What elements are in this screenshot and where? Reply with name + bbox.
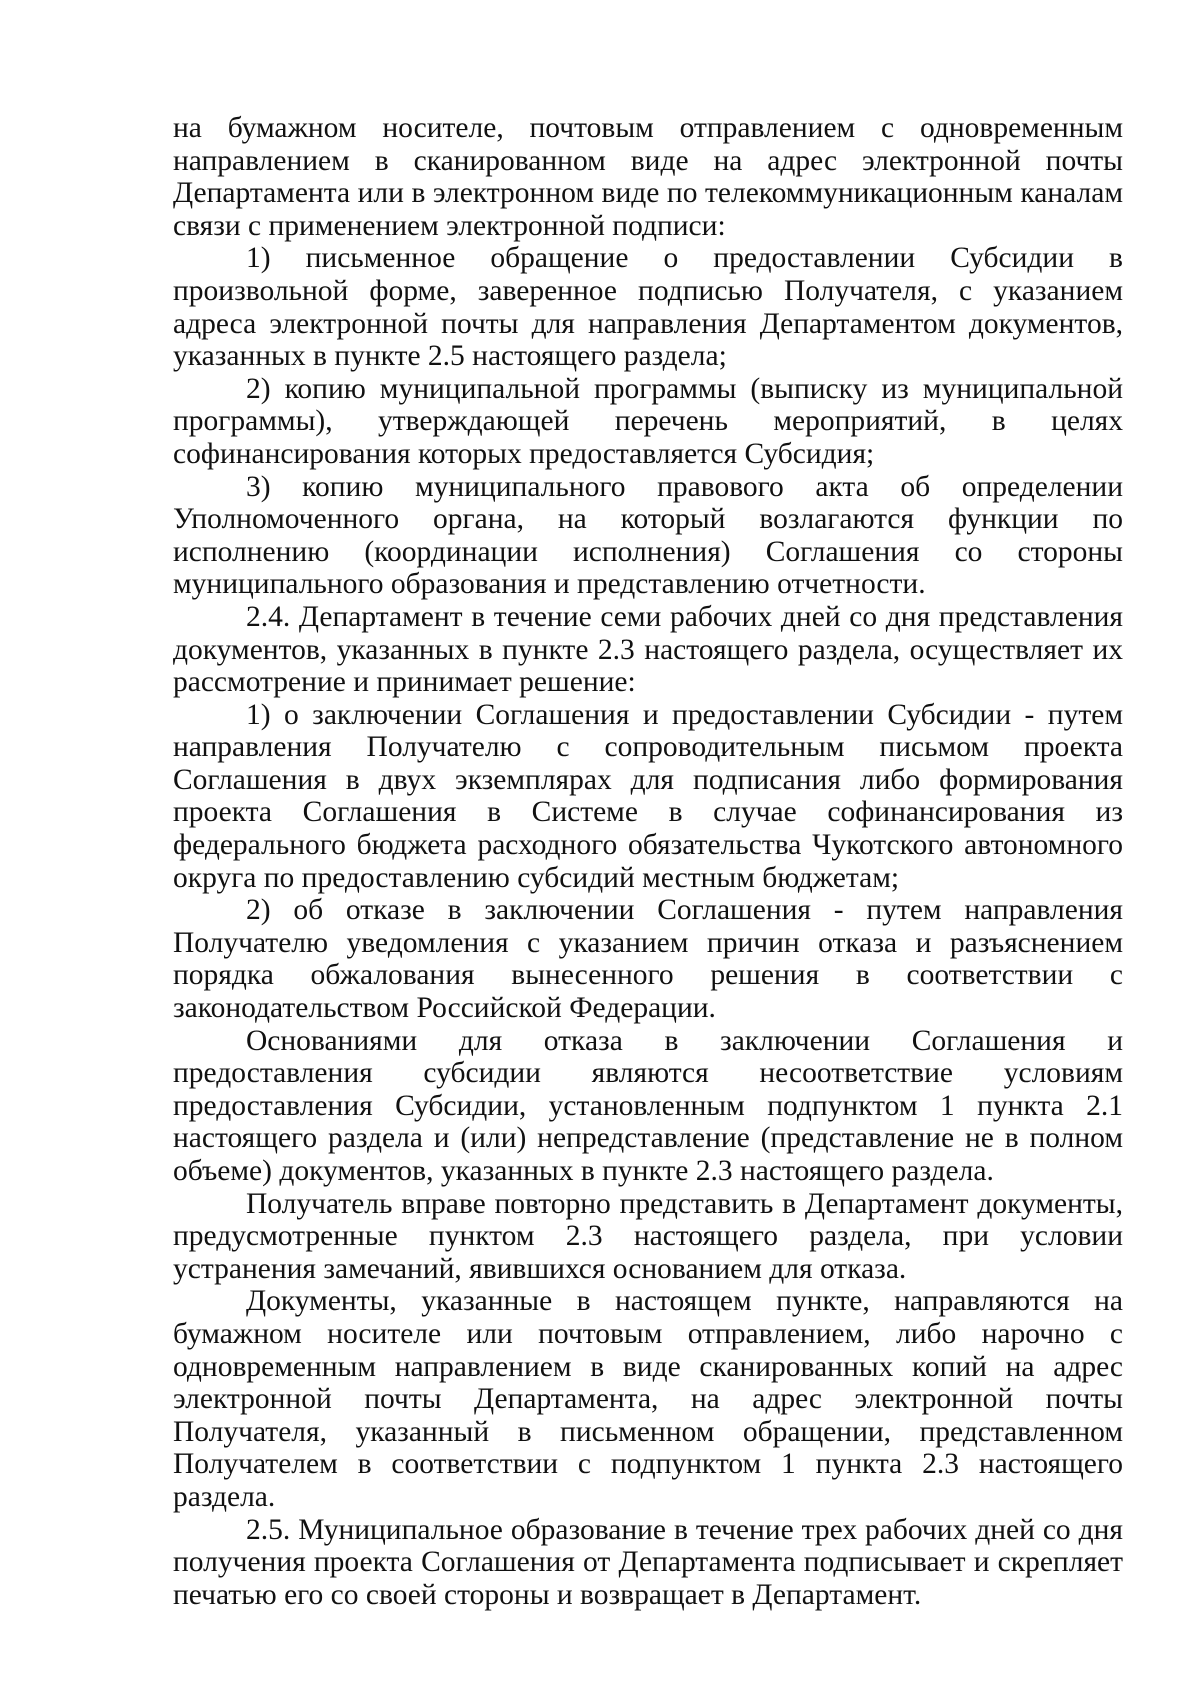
paragraph-documents-delivery: Документы, указанные в настоящем пункте, направляются на бумажном носителе или почтовым отправлением, либо нарочно с одновременным направлением в виде сканированных копий на адрес электронной почты Департамента, на адрес электронной почты Получателя, указанный в письменном обращении, представленном Получателем в соответствии с подпунктом 1 пункта 2.3 настоящего раздела. <box>173 1285 1123 1513</box>
paragraph-item-3-legal-act-copy: 3) копию муниципального правового акта об определении Уполномоченного органа, на который возлагаются функции по исполнению (координации исполнения) Соглашения со стороны муниципального образования и представлению отчетности. <box>173 470 1123 601</box>
paragraph-resubmission: Получатель вправе повторно представить в Департамент документы, предусмотренные пунктом 2.3 настоящего раздела, при условии устранения замечаний, явившихся основанием для отказа. <box>173 1187 1123 1285</box>
paragraph-submission-methods: на бумажном носителе, почтовым отправлением с одновременным направлением в сканированном виде на адрес электронной почты Департамента или в электронном виде по телекоммуникационным каналам связи с применением электронной подписи: <box>173 112 1123 242</box>
paragraph-clause-2-4: 2.4. Департамент в течение семи рабочих дней со дня представления документов, указанных в пункте 2.3 настоящего раздела, осуществляет их рассмотрение и принимает решение: <box>173 600 1123 699</box>
document-page <box>173 112 1123 1611</box>
paragraph-decision-1-conclusion: 1) о заключении Соглашения и предоставлении Субсидии - путем направления Получателю с сопроводительным письмом проекта Соглашения в двух экземплярах для подписания либо формирования проекта Соглашения в Системе в случае софинансирования из федерального бюджета расходного обязательства Чукотского автономного округа по предоставлению субсидий местным бюджетам; <box>173 698 1123 894</box>
paragraph-item-1-written-request: 1) письменное обращение о предоставлении Субсидии в произвольной форме, заверенное подписью Получателя, с указанием адреса электронной почты для направления Департаментом документов, указанных в пункте 2.5 настоящего раздела; <box>173 242 1123 373</box>
paragraph-decision-2-refusal: 2) об отказе в заключении Соглашения - путем направления Получателю уведомления с указанием причин отказа и разъяснением порядка обжалования вынесенного решения в соответствии с законодательством Российской Федерации. <box>173 894 1123 1025</box>
paragraph-clause-2-5: 2.5. Муниципальное образование в течение трех рабочих дней со дня получения проекта Соглашения от Департамента подписывает и скрепляет печатью его со своей стороны и возвращает в Департамент. <box>173 1513 1123 1611</box>
paragraph-item-2-program-copy: 2) копию муниципальной программы (выписку из муниципальной программы), утверждающей перечень мероприятий, в целях софинансирования которых предоставляется Субсидия; <box>173 372 1123 470</box>
paragraph-refusal-grounds: Основаниями для отказа в заключении Соглашения и предоставления субсидии являются несоответствие условиям предоставления Субсидии, установленным подпунктом 1 пункта 2.1 настоящего раздела и (или) непредставление (представление не в полном объеме) документов, указанных в пункте 2.3 настоящего раздела. <box>173 1024 1123 1187</box>
